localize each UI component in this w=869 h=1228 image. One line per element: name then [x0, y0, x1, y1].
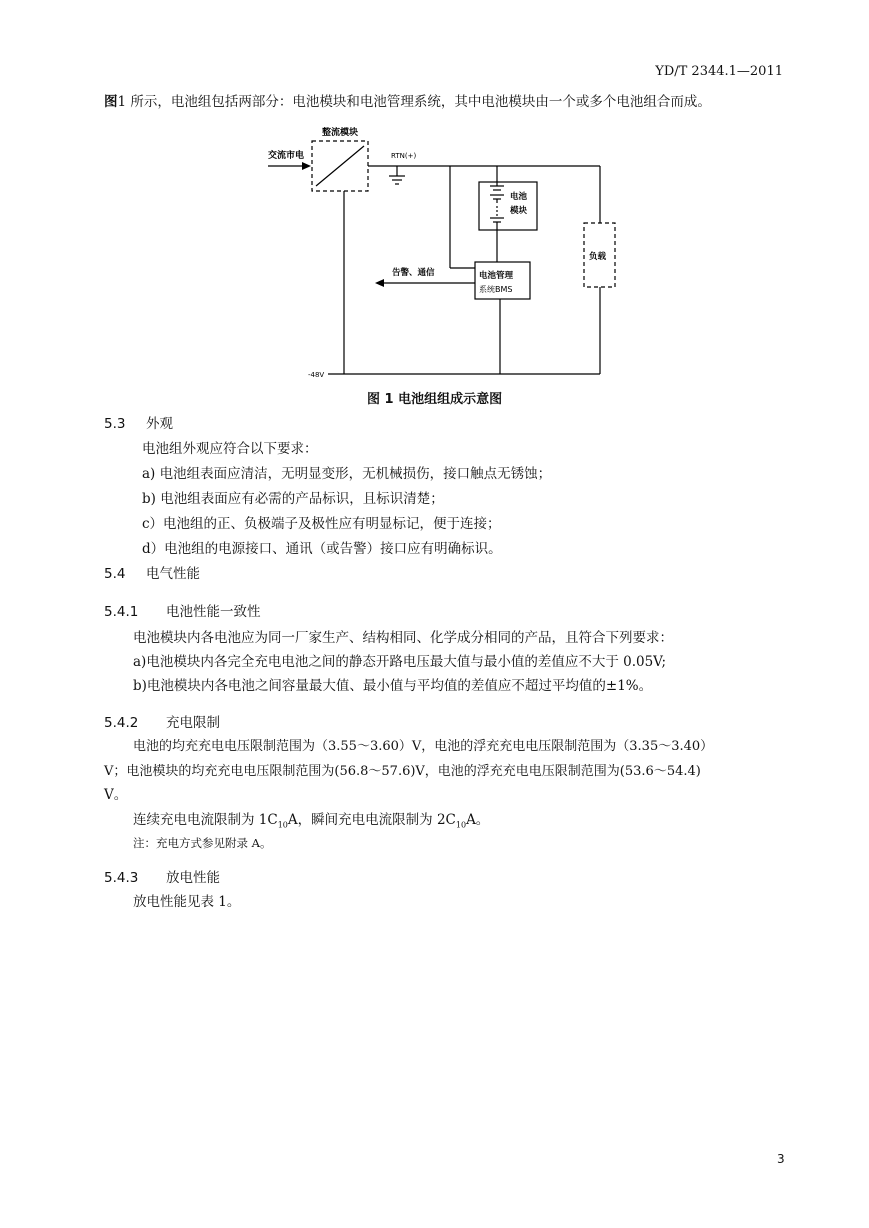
text-run: 连续充电电流限制为 1C [133, 812, 278, 828]
list-item: a) 电池组表面应清洁，无明显变形，无机械损伤，接口触点无锈蚀； [142, 466, 552, 482]
note: 注：充电方式参见附录 A。 [133, 836, 272, 850]
subscript: 10 [277, 820, 288, 830]
section-number: 5.4.3 [104, 870, 139, 886]
battery-module-label-2: 模块 [510, 206, 528, 216]
section-title: 电气性能 [146, 566, 200, 582]
section-5-4-3-text: 放电性能见表 1。 [133, 894, 241, 910]
alarm-arrowhead [375, 279, 384, 287]
page-number: 3 [777, 1152, 785, 1166]
battery-module-box [479, 182, 537, 230]
section-5-4-1-intro: 电池模块内各电池应为同一厂家生产、结构相同、化学成分相同的产品，且符合下列要求： [133, 630, 673, 646]
paragraph-line: V；电池模块的均充充电电压限制范围为(56.8～57.6)V，电池的浮充充电电压限制范围为(53.6～54.4) [104, 764, 701, 779]
rtn-label: RTN(+) [391, 152, 417, 160]
ac-input-arrowhead [302, 162, 311, 170]
section-title: 电池性能一致性 [166, 604, 261, 620]
list-item: b) 电池组表面应有必需的产品标识，且标识清楚； [142, 491, 444, 507]
section-number: 5.4.2 [104, 715, 139, 731]
section-title: 外观 [146, 416, 173, 432]
battery-cell-icon [490, 182, 504, 230]
subscript: 10 [455, 820, 467, 830]
figure-reference: 图 [104, 94, 118, 110]
section-number: 5.4.1 [104, 604, 139, 620]
load-label: 负载 [589, 252, 607, 262]
text-run: A，瞬间充电电流限制为 2C [287, 812, 456, 828]
alarm-comm-label: 告警、通信 [392, 268, 435, 278]
section-5-4-1-heading [104, 600, 261, 620]
doc-id: YD/T 2344.1—2011 [655, 64, 783, 79]
paragraph-line: V。 [104, 787, 128, 803]
ac-mains-label: 交流市电 [268, 151, 305, 161]
list-item: d）电池组的电源接口、通讯（或告警）接口应有明确标识。 [142, 541, 502, 557]
figure-caption: 图 1 电池组组成示意图 [367, 392, 503, 407]
section-5-3-intro: 电池组外观应符合以下要求： [142, 441, 318, 457]
bms-label-2: 系统BMS [479, 285, 513, 294]
section-number: 5.3 [104, 416, 126, 432]
section-title: 充电限制 [166, 715, 220, 731]
bms-label-1: 电池管理 [479, 271, 514, 281]
paragraph-line: 电池的均充充电电压限制范围为（3.55～3.60）V，电池的浮充充电电压限制范围为（3.35～3.40） [133, 739, 714, 754]
section-number: 5.4 [104, 566, 126, 582]
section-title: 放电性能 [166, 870, 220, 886]
list-item: b)电池模块内各电池之间容量最大值、最小值与平均值的差值应不超过平均值的±1%。 [133, 678, 653, 694]
section-5-3-heading [104, 412, 173, 432]
section-5-4-heading [104, 562, 200, 582]
list-item: a)电池模块内各完全充电电池之间的静态开路电压最大值与最小值的差值应不大于 0.05V; [133, 654, 667, 670]
battery-module-label-1: 电池 [510, 192, 528, 202]
section-5-4-3-heading [104, 866, 220, 886]
intro-text: 1 所示，电池组包括两部分：电池模块和电池管理系统，其中电池模块由一个或多个电池组合而成。 [117, 94, 711, 110]
rectifier-label: 整流模块 [322, 128, 359, 138]
charge-current-paragraph [133, 808, 489, 830]
text-run: A。 [466, 812, 490, 828]
list-item: c）电池组的正、负极端子及极性应有明显标记，便于连接； [142, 516, 501, 532]
battery-system-diagram [0, 0, 869, 400]
section-5-4-2-heading [104, 711, 220, 731]
neg48-label: -48V [308, 371, 325, 379]
rectifier-diagonal [316, 146, 364, 186]
